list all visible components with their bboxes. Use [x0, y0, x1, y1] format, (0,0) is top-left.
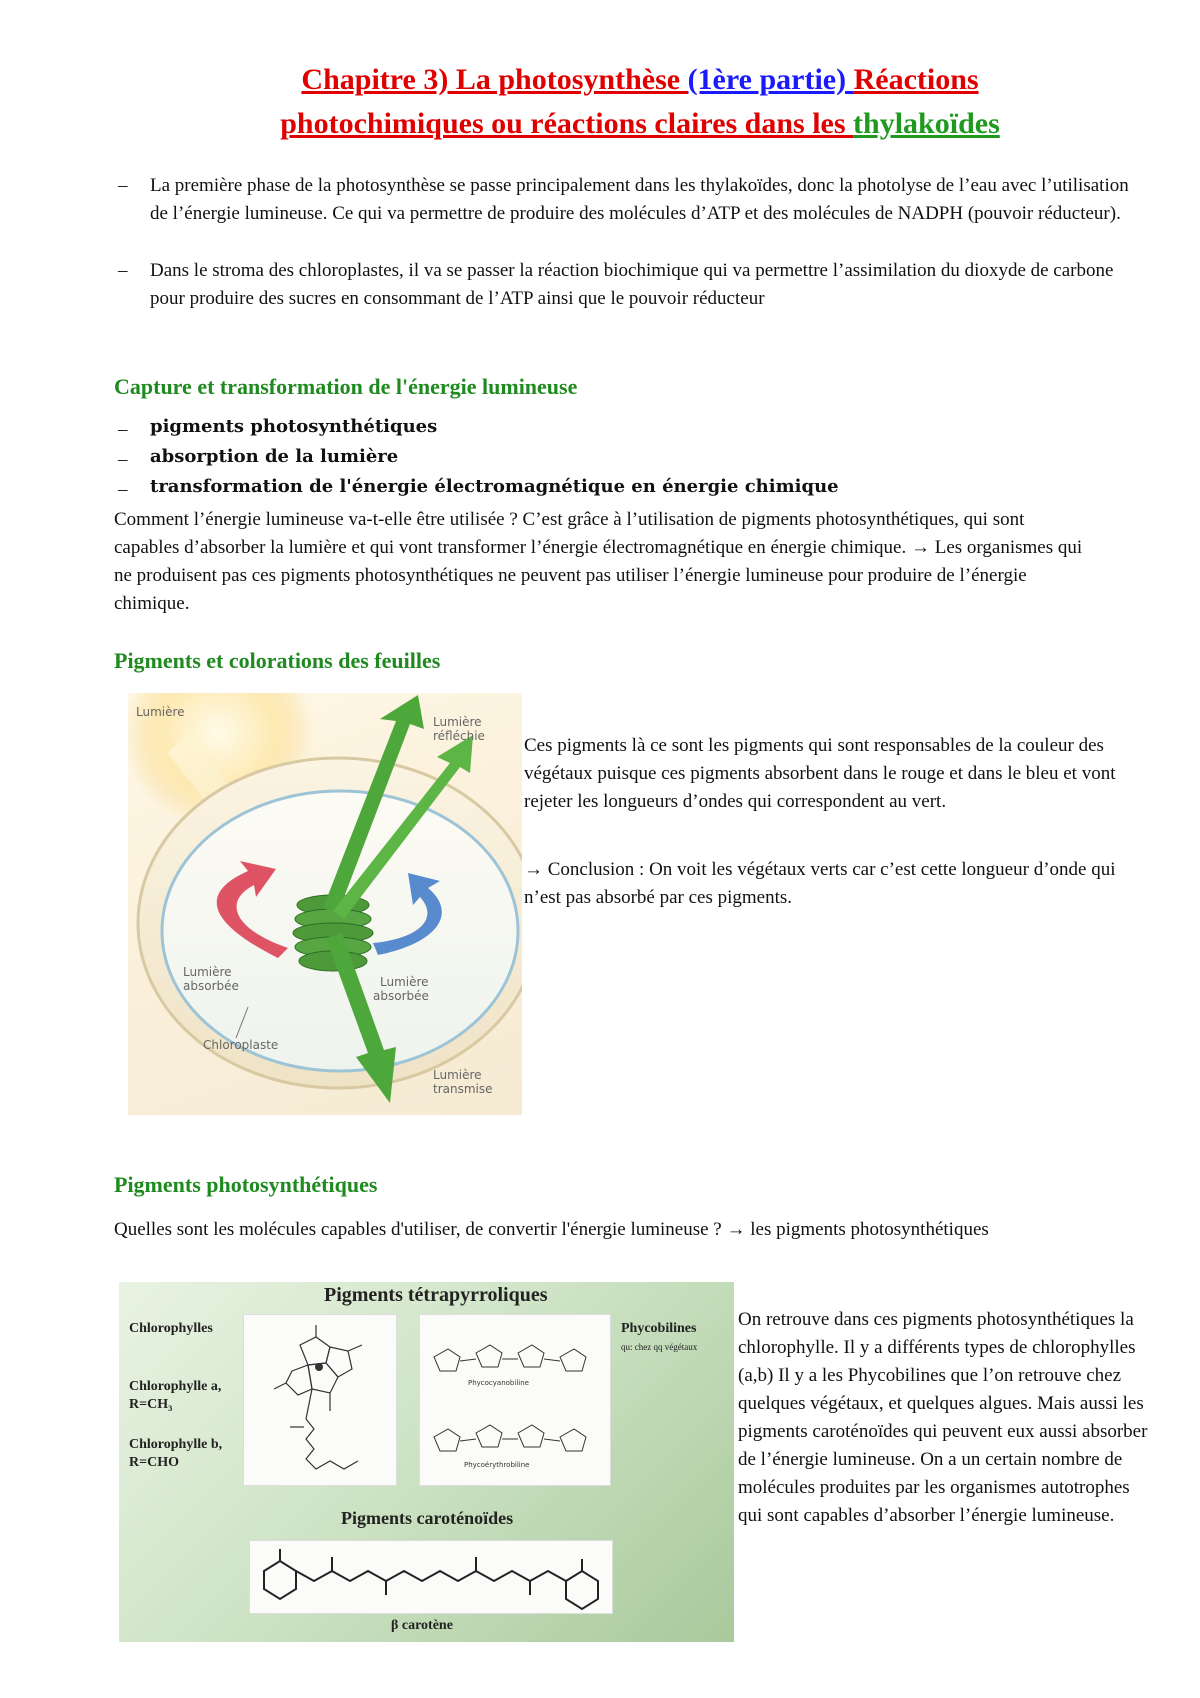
- phycobilin-structure: [419, 1314, 611, 1486]
- title-line2: photochimiques ou réactions claires dans les: [280, 107, 854, 140]
- list-item: – pigments photosynthétiques: [150, 416, 1150, 437]
- colorations-paragraph-1: Ces pigments là ce sont les pigments qui sont responsables de la couleur des végétaux puisque ces pigments absorbent dans le rouge et dans le bleu et vont rejeter les longueurs d’ondes qui correspondent au vert.: [524, 735, 1116, 812]
- chlorophyll-structure: [243, 1314, 397, 1486]
- heading-pigments-photosynthetiques: Pigments photosynthétiques: [114, 1172, 378, 1197]
- label-absorbed-left-1: Lumière: [183, 965, 232, 979]
- heading-capture: Capture et transformation de l'énergie lumineuse: [114, 374, 578, 399]
- label-chlorophylles: Chlorophylles: [129, 1321, 213, 1336]
- chloroplast-light-figure: [128, 693, 522, 1115]
- label-chl-b: Chlorophylle b,: [129, 1437, 223, 1452]
- title-thylakoides: thylakoïdes: [853, 107, 1000, 140]
- intro-bullet-1: – La première phase de la photosynthèse se passe principalement dans les thylakoïdes, donc la photolyse de l’eau avec l’utilisation de l’énergie lumineuse. Ce qui va permettre de produire des molécules d’ATP et des molécules de NADPH (pouvoir réducteur).: [150, 172, 1140, 228]
- label-light: Lumière: [136, 705, 185, 719]
- mg-atom-icon: [315, 1363, 323, 1371]
- label-reflected-1: Lumière: [433, 715, 482, 729]
- title-chapter: Chapitre 3) La photosynthèse: [301, 63, 688, 96]
- label-absorbed-right-2: absorbée: [373, 989, 429, 1003]
- label-phyco-note: qu: chez qq végétaux: [621, 1342, 698, 1352]
- phycobilin-molecule-icon: [420, 1315, 610, 1485]
- label-reflected-2: réfléchie: [433, 729, 485, 743]
- dash-icon: –: [118, 479, 128, 500]
- pigments-paragraph: On retrouve dans ces pigments photosynthétiques la chlorophylle. Il y a différents types de chlorophylles (a,b) Il y a les Phycobilines que l’on retrouve chez quelques végétaux, et quelques algues. Mais aussi les pigments caroténoïdes qui peuvent eux aussi absorber de l’énergie lumineuse. On a un certain nombre de molécules produites par les organismes autotrophes qui sont capables d’absorber l’énergie lumineuse.: [738, 1309, 1148, 1526]
- list-item: – transformation de l'énergie électromagnétique en énergie chimique: [150, 476, 1150, 497]
- dash-icon: –: [118, 419, 128, 440]
- label-phycobilines: Phycobilines: [621, 1321, 697, 1336]
- label-chl-b-r: R=CHO: [129, 1455, 179, 1470]
- colorations-paragraph-2: → Conclusion : On voit les végétaux verts car c’est cette longueur d’onde qui n’est pas absorbé par ces pigments.: [524, 859, 1116, 908]
- intro-bullet-2: – Dans le stroma des chloroplastes, il va se passer la réaction biochimique qui va permettre l’assimilation du dioxyde de carbone pour produire des sucres en consommant de l’ATP ainsi que le pouvoir réducteur: [150, 257, 1140, 313]
- label-absorbed-left-2: absorbée: [183, 979, 239, 993]
- label-transmitted-2: transmise: [433, 1082, 493, 1096]
- figure-title-bottom: Pigments caroténoïdes: [341, 1508, 514, 1528]
- carotene-structure: [249, 1540, 613, 1614]
- label-chl-a: Chlorophylle a,: [129, 1379, 222, 1394]
- title-part: (1ère partie): [687, 63, 854, 96]
- figure-title-top: Pigments tétrapyrroliques: [324, 1284, 548, 1306]
- beta-carotene-molecule-icon: [250, 1541, 612, 1613]
- label-phycoerythrobiline: Phycoérythrobiline: [464, 1461, 530, 1469]
- list-item: – absorption de la lumière: [150, 446, 1150, 467]
- label-beta-carotene: β carotène: [391, 1618, 453, 1633]
- label-chloroplast: Chloroplaste: [203, 1038, 279, 1052]
- pigments-figure: [119, 1282, 734, 1642]
- chlorophyll-molecule-icon: [244, 1315, 396, 1485]
- label-chl-a-r: R=CH₃: [129, 1397, 173, 1412]
- dash-icon: –: [118, 175, 128, 196]
- title-reactions: Réactions: [853, 63, 979, 96]
- dash-icon: –: [118, 449, 128, 470]
- heading-pigments-colorations: Pigments et colorations des feuilles: [114, 648, 441, 673]
- dash-icon: –: [118, 260, 128, 281]
- label-absorbed-right-1: Lumière: [380, 975, 429, 989]
- pigments-question: Quelles sont les molécules capables d'utiliser, de convertir l'énergie lumineuse ? → les pigments photosynthétiques: [114, 1219, 989, 1240]
- page-title: [120, 58, 1160, 146]
- capture-paragraph: Comment l’énergie lumineuse va-t-elle être utilisée ? C’est grâce à l’utilisation de pigments photosynthétiques, qui sont capables d’absorber la lumière et qui vont transformer l’énergie électromagnétique en énergie chimique. → Les organismes qui ne produisent pas ces pigments photosynthétiques ne peuvent pas utiliser l’énergie lumineuse pour produire de l’énergie chimique.: [114, 509, 1083, 614]
- chloroplast-illustration: [128, 693, 522, 1115]
- label-transmitted-1: Lumière: [433, 1068, 482, 1082]
- label-phycocyanobiline: Phycocyanobiline: [468, 1379, 529, 1387]
